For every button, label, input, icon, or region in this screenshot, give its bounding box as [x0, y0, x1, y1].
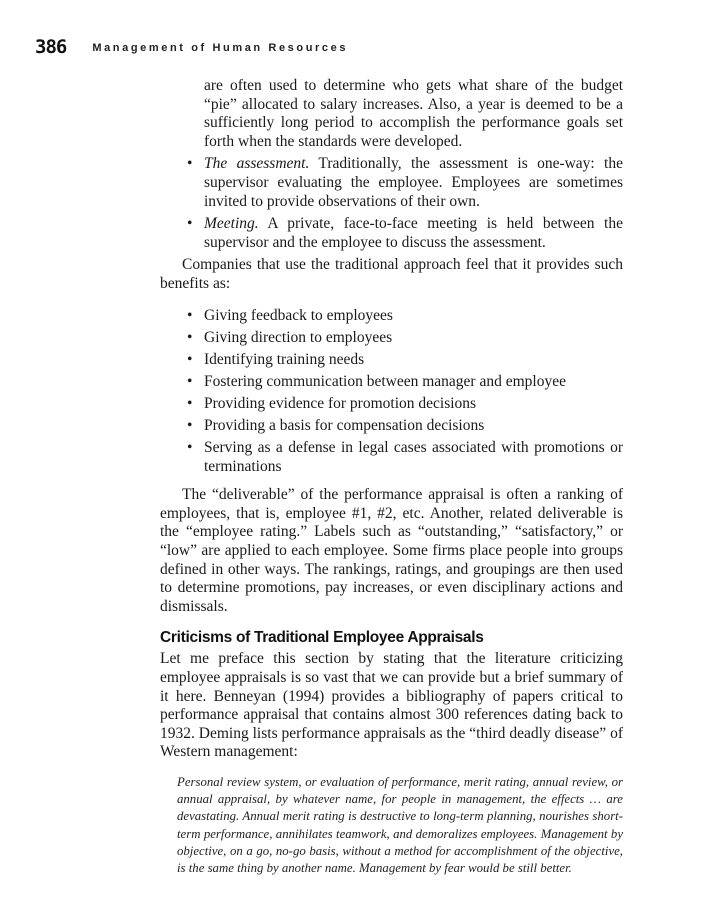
bullet-icon: •	[187, 394, 193, 412]
bullet-icon: •	[187, 328, 193, 346]
bullet-icon: •	[187, 155, 193, 173]
running-header	[35, 36, 675, 58]
benefit-text: Giving direction to employees	[204, 328, 393, 346]
section-heading: Criticisms of Traditional Employee Appraisals	[160, 629, 484, 647]
bullet-icon: •	[187, 372, 193, 390]
bullet-icon: •	[187, 306, 193, 324]
list-item	[160, 155, 623, 211]
benefit-text: Providing evidence for promotion decisions	[204, 394, 477, 412]
benefits-intro: Companies that use the traditional approach feel that it provides such benefits as:	[160, 256, 623, 292]
list-item	[160, 395, 623, 414]
bullet-icon: •	[187, 350, 193, 368]
body-text	[160, 77, 623, 877]
benefit-text: Serving as a defense in legal cases associated with promotions or terminations	[204, 439, 623, 475]
section-paragraph: Let me preface this section by stating that the literature criticizing employee appraisals is so vast that we can provide but a brief summary of it here. Benneyan (1994) provides a bibliography of papers critical to performance appraisal that contains almost 300 references dating back to 1932. Deming lists performance appraisals as the “third deadly disease” of Western management:	[160, 650, 623, 761]
benefit-text: Fostering communication between manager and employee	[204, 372, 566, 390]
list-item	[160, 417, 623, 436]
step-term: The assessment.	[204, 155, 310, 173]
running-title: Management of Human Resources	[92, 42, 349, 54]
list-item	[160, 329, 623, 348]
benefit-text: Providing a basis for compensation decisions	[204, 417, 485, 434]
step-text: A private, face-to-face meeting is held between the supervisor and the employee to discuss the assessment.	[204, 215, 623, 251]
deliverable-paragraph: The “deliverable” of the performance appraisal is often a ranking of employees, that is, employee #1, #2, etc. Another, related deliverable is the “employee rating.” Labels such as “outstanding,” “satisfactory,” or “low” are applied to each employee. Some firms place people into groups defined in other ways. The rankings, ratings, and groupings are then used to determine promotions, pay increases, or even disciplinary actions and dismissals.	[160, 486, 623, 615]
bullet-icon: •	[187, 417, 193, 434]
benefits-list	[160, 307, 623, 477]
list-item	[160, 307, 623, 326]
step-term: Meeting.	[204, 215, 259, 233]
benefit-text: Identifying training needs	[204, 350, 365, 368]
benefit-text: Giving feedback to employees	[204, 306, 393, 324]
step-text: Traditionally, the assessment is one-way: the supervisor evaluating the employee. Employees are sometimes invited to provide observations of their own.	[204, 155, 623, 210]
bullet-icon: •	[187, 439, 193, 457]
bullet-icon: •	[187, 215, 193, 233]
list-item	[160, 215, 623, 252]
list-item	[160, 373, 623, 392]
intro-continuation: are often used to determine who gets what share of the budget “pie” allocated to salary increases. Also, a year is deemed to be a sufficiently long period to accomplish the performance goals set forth when the standards were developed.	[204, 77, 623, 150]
list-item	[160, 439, 623, 476]
list-item	[160, 351, 623, 370]
page-number: 386	[35, 36, 67, 58]
process-step-list	[160, 155, 623, 252]
block-quote: Personal review system, or evaluation of performance, merit rating, annual review, or annual appraisal, by whatever name, for people in management, the effects … are devastating. Annual merit rating is destructive to long-term planning, nourishes short-term performance, annihilates teamwork, and demoralizes employees. Management by objective, on a go, no-go basis, without a method for accomplishment of the objective, is the same thing by another name. Management by fear would be still better.	[177, 775, 623, 876]
